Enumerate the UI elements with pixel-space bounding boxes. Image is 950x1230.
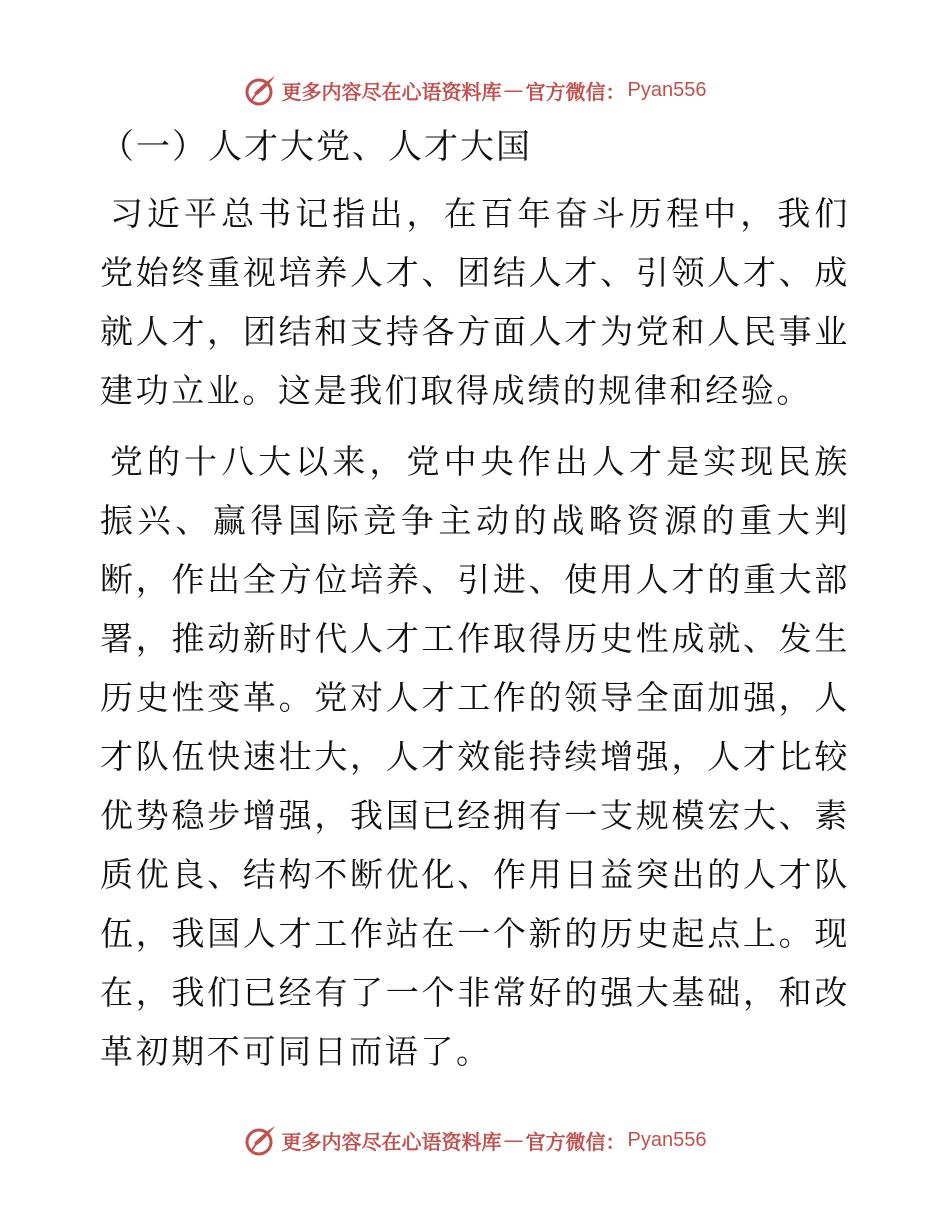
paragraph: 党的十八大以来，党中央作出人才是实现民族振兴、赢得国际竞争主动的战略资源的重大判断，作出全方位培养、引进、使用人才的重大部署，推动新时代人才工作取得历史性成就、发生历史性变革。党对人才工作的领导全面加强，人才队伍快速壮大，人才效能持续增强，人才比较优势稳步增强，我国已经拥有一支规模宏大、素质优良、结构不断优化、作用日益突出的人才队伍，我国人才工作站在一个新的历史起点上。现在，我们已经有了一个非常好的强大基础，和改革初期不可同日而语了。: [100, 442, 850, 1071]
banner-separator: —: [503, 1128, 524, 1152]
quill-circle-icon: [244, 1123, 278, 1157]
paragraph: 习近平总书记指出，在百年奋斗历程中，我们党始终重视培养人才、团结人才、引领人才、成就人才，团结和支持各方面人才为党和人民事业建功立业。这是我们取得成绩的规律和经验。: [100, 194, 850, 410]
banner-label: 官方微信：: [525, 1129, 626, 1154]
section-heading: （一）人才大党、人才大国: [100, 127, 532, 167]
quill-circle-icon: [244, 73, 278, 107]
document-body: [100, 118, 850, 1093]
banner-wechat-id: Pyan556: [627, 78, 707, 101]
banner-text: 更多内容尽在心语资料库: [281, 79, 502, 104]
banner-label: 官方微信：: [525, 79, 626, 104]
banner-text: 更多内容尽在心语资料库: [281, 1129, 502, 1154]
footer-watermark-banner: [0, 1120, 950, 1160]
header-watermark-banner: [0, 70, 950, 110]
banner-separator: —: [503, 78, 524, 102]
banner-wechat-id: Pyan556: [627, 1128, 707, 1151]
